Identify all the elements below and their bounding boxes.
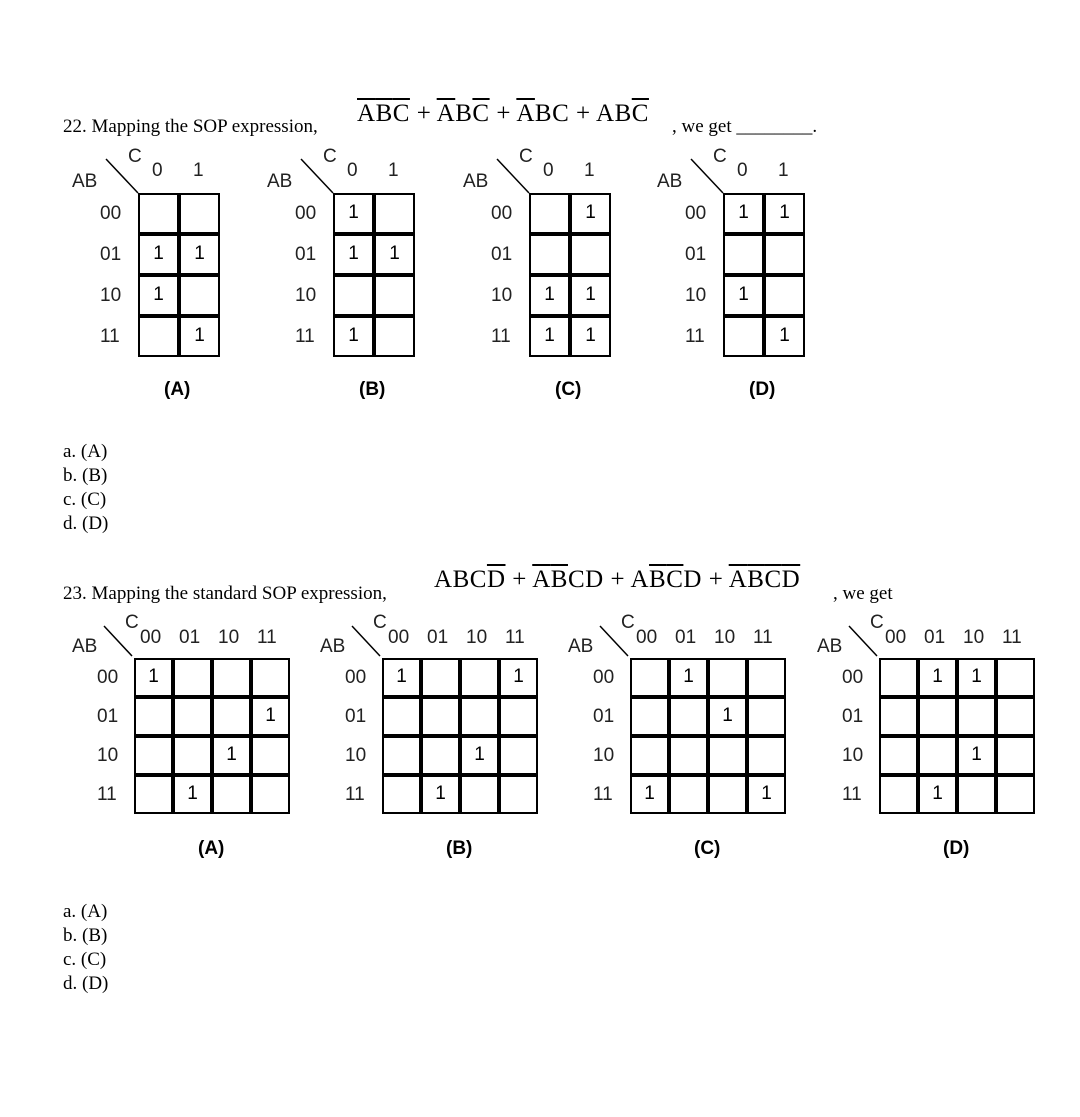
row-label: 10 bbox=[100, 285, 122, 306]
row-variable-label: AB bbox=[817, 636, 843, 657]
kmap-caption: (C) bbox=[694, 838, 721, 859]
kmap-corner-diagonal bbox=[102, 622, 142, 662]
row-label: 10 bbox=[97, 745, 119, 766]
kmap-corner-diagonal bbox=[104, 155, 144, 195]
column-label: 11 bbox=[1002, 627, 1022, 648]
q22-expr-term-3 bbox=[516, 100, 569, 127]
q23-expr-plus-sign: + bbox=[603, 566, 631, 593]
row-label: 10 bbox=[842, 745, 864, 766]
column-label: 01 bbox=[427, 627, 449, 648]
row-label: 11 bbox=[842, 784, 862, 805]
kmap-cell bbox=[421, 697, 460, 736]
row-variable-label: AB bbox=[72, 636, 98, 657]
kmap-cell: 1 bbox=[723, 275, 764, 316]
kmap-cell bbox=[382, 775, 421, 814]
row-label: 10 bbox=[491, 285, 513, 306]
row-label: 01 bbox=[593, 706, 615, 727]
row-label: 11 bbox=[345, 784, 365, 805]
q23-option-a[interactable]: a. (A) bbox=[63, 901, 108, 922]
kmap-cell: 1 bbox=[212, 736, 251, 775]
row-label: 11 bbox=[295, 326, 315, 347]
kmap-cell: 1 bbox=[333, 316, 374, 357]
kmap-cell bbox=[499, 736, 538, 775]
q23-expr-term-2 bbox=[532, 566, 604, 593]
column-variable-label: C bbox=[519, 146, 533, 167]
kmap-cell bbox=[630, 697, 669, 736]
kmap-cell bbox=[996, 775, 1035, 814]
q22-expression bbox=[357, 100, 649, 128]
q22-expr-term-1 bbox=[357, 100, 410, 127]
column-label: 10 bbox=[466, 627, 488, 648]
column-label: 11 bbox=[505, 627, 525, 648]
q23-expr-term-1 bbox=[434, 566, 506, 593]
kmap-cell: 1 bbox=[918, 658, 957, 697]
kmap-cell bbox=[374, 193, 415, 234]
row-variable-label: AB bbox=[320, 636, 346, 657]
row-label: 00 bbox=[685, 203, 707, 224]
kmap-cell bbox=[879, 775, 918, 814]
kmap-cell: 1 bbox=[374, 234, 415, 275]
kmap-cell: 1 bbox=[499, 658, 538, 697]
column-label: 10 bbox=[714, 627, 736, 648]
row-label: 00 bbox=[593, 667, 615, 688]
q22-options bbox=[63, 440, 108, 536]
kmap-cell: 1 bbox=[382, 658, 421, 697]
kmap-cell: 1 bbox=[957, 658, 996, 697]
kmap-cell bbox=[251, 775, 290, 814]
row-label: 01 bbox=[345, 706, 367, 727]
row-label: 00 bbox=[97, 667, 119, 688]
row-label: 11 bbox=[685, 326, 705, 347]
row-label: 00 bbox=[295, 203, 317, 224]
column-label: 0 bbox=[737, 160, 748, 181]
kmap-cell bbox=[957, 775, 996, 814]
column-label: 1 bbox=[584, 160, 595, 181]
kmap-cell bbox=[499, 697, 538, 736]
kmap-caption: (A) bbox=[198, 838, 225, 859]
q23-expr-literal: A bbox=[434, 566, 453, 593]
column-label: 1 bbox=[778, 160, 789, 181]
q22-expr-literal: $\overline{C}$ bbox=[472, 100, 490, 127]
kmap-cell bbox=[708, 775, 747, 814]
q22-expr-literal: B bbox=[534, 100, 553, 127]
kmap-cell: 1 bbox=[138, 234, 179, 275]
kmap-cell bbox=[179, 193, 220, 234]
column-label: 01 bbox=[179, 627, 201, 648]
kmap-cell: 1 bbox=[764, 193, 805, 234]
q23-question-tail: , we get bbox=[833, 583, 893, 604]
q23-expr-literal: B bbox=[452, 566, 470, 593]
q22-expr-term-4 bbox=[596, 100, 649, 127]
kmap-cell bbox=[460, 658, 499, 697]
kmap-cell bbox=[996, 658, 1035, 697]
kmap-cell bbox=[134, 697, 173, 736]
kmap-cell bbox=[879, 697, 918, 736]
q22-expr-literal: B bbox=[614, 100, 632, 127]
kmap-cell: 1 bbox=[179, 316, 220, 357]
q23-question-text: 23. Mapping the standard SOP expression, bbox=[63, 583, 387, 604]
q23-expr-literal: $\overline{D}$ bbox=[781, 566, 801, 593]
q22-question-text: 22. Mapping the SOP expression, bbox=[63, 116, 318, 137]
row-label: 00 bbox=[491, 203, 513, 224]
kmap-cell bbox=[669, 736, 708, 775]
kmap-cell bbox=[723, 234, 764, 275]
q23-expr-literal: $\overline{A}$ bbox=[728, 566, 748, 593]
kmap-cell: 1 bbox=[723, 193, 764, 234]
kmap-cell bbox=[529, 193, 570, 234]
kmap-cell: 1 bbox=[460, 736, 499, 775]
q23-expr-literal: D bbox=[585, 566, 604, 593]
column-label: 00 bbox=[636, 627, 658, 648]
column-label: 10 bbox=[963, 627, 985, 648]
column-variable-label: C bbox=[713, 146, 727, 167]
kmap-cell: 1 bbox=[529, 316, 570, 357]
row-label: 11 bbox=[491, 326, 511, 347]
kmap-cell bbox=[996, 736, 1035, 775]
column-label: 00 bbox=[140, 627, 162, 648]
column-label: 01 bbox=[675, 627, 697, 648]
kmap-corner-diagonal bbox=[299, 155, 339, 195]
kmap-cell bbox=[996, 697, 1035, 736]
q22-expr-literal: B bbox=[455, 100, 473, 127]
q22-expr-plus-sign: + bbox=[489, 100, 517, 127]
kmap-cell bbox=[251, 736, 290, 775]
kmap-cell: 1 bbox=[669, 658, 708, 697]
row-label: 00 bbox=[100, 203, 122, 224]
kmap-corner-diagonal bbox=[689, 155, 729, 195]
kmap-cell bbox=[212, 658, 251, 697]
row-label: 10 bbox=[685, 285, 707, 306]
row-variable-label: AB bbox=[72, 171, 98, 192]
kmap-cell: 1 bbox=[747, 775, 786, 814]
kmap-cell bbox=[382, 736, 421, 775]
kmap-cell bbox=[333, 275, 374, 316]
kmap-cell bbox=[374, 275, 415, 316]
kmap-cell bbox=[173, 658, 212, 697]
kmap-cell: 1 bbox=[630, 775, 669, 814]
kmap-cell bbox=[134, 775, 173, 814]
q23-expr-literal: D bbox=[683, 566, 702, 593]
q22-expr-literal: $\overline{C}$ bbox=[631, 100, 649, 127]
q23-expr-literal: A bbox=[630, 566, 650, 593]
row-label: 10 bbox=[593, 745, 615, 766]
kmap-cell bbox=[747, 736, 786, 775]
column-variable-label: C bbox=[125, 612, 139, 633]
row-label: 10 bbox=[345, 745, 367, 766]
kmap-cell bbox=[669, 697, 708, 736]
row-label: 01 bbox=[100, 244, 122, 265]
kmap-cell bbox=[421, 736, 460, 775]
row-label: 10 bbox=[295, 285, 317, 306]
kmap-cell bbox=[764, 234, 805, 275]
row-label: 01 bbox=[97, 706, 119, 727]
column-label: 0 bbox=[347, 160, 358, 181]
kmap-corner-diagonal bbox=[495, 155, 535, 195]
q22-option-a[interactable]: a. (A) bbox=[63, 441, 108, 462]
kmap-cell: 1 bbox=[570, 275, 611, 316]
q23-options bbox=[63, 900, 108, 996]
kmap-cell bbox=[570, 234, 611, 275]
column-label: 11 bbox=[257, 627, 277, 648]
kmap-caption: (B) bbox=[359, 379, 386, 400]
q23-option-d[interactable]: d. (D) bbox=[63, 973, 109, 994]
q23-expr-plus-sign: + bbox=[701, 566, 729, 593]
q22-expr-literal: $\overline{C}$ bbox=[392, 100, 410, 127]
q23-expr-term-3 bbox=[630, 566, 702, 593]
q22-expr-literal: A bbox=[596, 100, 615, 127]
column-label: 1 bbox=[193, 160, 204, 181]
q23-option-c[interactable]: c. (C) bbox=[63, 949, 107, 970]
kmap-caption: (D) bbox=[943, 838, 970, 859]
kmap-cell bbox=[957, 697, 996, 736]
kmap-cell bbox=[173, 736, 212, 775]
kmap-cell bbox=[630, 736, 669, 775]
q22-expr-literal: $\overline{A}$ bbox=[436, 100, 456, 127]
kmap-cell: 1 bbox=[251, 697, 290, 736]
kmap-cell bbox=[669, 775, 708, 814]
kmap-caption: (B) bbox=[446, 838, 473, 859]
q23-expr-literal: $\overline{B}$ bbox=[649, 566, 667, 593]
column-variable-label: C bbox=[870, 612, 884, 633]
q23-expr-literal: C bbox=[567, 566, 586, 593]
kmap-cell: 1 bbox=[134, 658, 173, 697]
q22-expr-term-2 bbox=[437, 100, 490, 127]
kmap-caption: (D) bbox=[749, 379, 776, 400]
kmap-corner-diagonal bbox=[350, 622, 390, 662]
kmap-cell bbox=[138, 193, 179, 234]
kmap-caption: (C) bbox=[555, 379, 582, 400]
q22-expr-literal: C bbox=[552, 100, 570, 127]
column-label: 1 bbox=[388, 160, 399, 181]
kmap-cell bbox=[460, 775, 499, 814]
kmap-cell: 1 bbox=[529, 275, 570, 316]
kmap-cell bbox=[382, 697, 421, 736]
q22-expr-plus-sign: + bbox=[409, 100, 437, 127]
q23-expr-literal: $\overline{A}$ bbox=[532, 566, 551, 593]
row-label: 00 bbox=[842, 667, 864, 688]
row-label: 01 bbox=[295, 244, 317, 265]
kmap-caption: (A) bbox=[164, 379, 191, 400]
column-variable-label: C bbox=[128, 146, 142, 167]
kmap-cell bbox=[918, 697, 957, 736]
kmap-cell: 1 bbox=[708, 697, 747, 736]
kmap-cell bbox=[251, 658, 290, 697]
q23-option-b[interactable]: b. (B) bbox=[63, 925, 108, 946]
kmap-corner-diagonal bbox=[598, 622, 638, 662]
q23-expr-literal: $\overline{B}$ bbox=[550, 566, 568, 593]
row-label: 01 bbox=[685, 244, 707, 265]
kmap-cell bbox=[747, 658, 786, 697]
kmap-cell bbox=[708, 658, 747, 697]
kmap-cell bbox=[138, 316, 179, 357]
q22-expr-plus-sign: + bbox=[569, 100, 597, 127]
q23-expr-literal: C bbox=[469, 566, 487, 593]
q23-expr-literal: $\overline{C}$ bbox=[666, 566, 684, 593]
q23-expr-literal: $\overline{B}$ bbox=[747, 566, 765, 593]
column-label: 0 bbox=[152, 160, 163, 181]
kmap-cell bbox=[212, 775, 251, 814]
kmap-corner-diagonal bbox=[847, 622, 887, 662]
kmap-cell: 1 bbox=[570, 316, 611, 357]
kmap-cell bbox=[764, 275, 805, 316]
kmap-cell: 1 bbox=[333, 234, 374, 275]
row-label: 01 bbox=[491, 244, 513, 265]
kmap-cell: 1 bbox=[421, 775, 460, 814]
kmap-cell bbox=[421, 658, 460, 697]
column-label: 01 bbox=[924, 627, 946, 648]
kmap-cell: 1 bbox=[957, 736, 996, 775]
column-variable-label: C bbox=[323, 146, 337, 167]
row-variable-label: AB bbox=[657, 171, 683, 192]
q23-expr-literal: $\overline{D}$ bbox=[486, 566, 506, 593]
row-variable-label: AB bbox=[463, 171, 489, 192]
q22-option-b[interactable]: b. (B) bbox=[63, 465, 108, 486]
q23-expr-term-4 bbox=[729, 566, 801, 593]
column-label: 00 bbox=[885, 627, 907, 648]
kmap-cell bbox=[879, 736, 918, 775]
q23-expr-literal: $\overline{C}$ bbox=[764, 566, 782, 593]
kmap-cell bbox=[179, 275, 220, 316]
row-variable-label: AB bbox=[568, 636, 594, 657]
row-label: 11 bbox=[593, 784, 613, 805]
q22-expr-literal: $\overline{A}$ bbox=[516, 100, 535, 127]
kmap-cell bbox=[460, 697, 499, 736]
q22-option-d[interactable]: d. (D) bbox=[63, 513, 109, 534]
q22-expr-literal: $\overline{A}$ bbox=[357, 100, 376, 127]
kmap-cell bbox=[173, 697, 212, 736]
kmap-cell: 1 bbox=[333, 193, 374, 234]
column-label: 10 bbox=[218, 627, 240, 648]
kmap-cell bbox=[918, 736, 957, 775]
q22-option-c[interactable]: c. (C) bbox=[63, 489, 107, 510]
kmap-cell bbox=[747, 697, 786, 736]
kmap-cell: 1 bbox=[173, 775, 212, 814]
kmap-cell bbox=[879, 658, 918, 697]
column-label: 0 bbox=[543, 160, 554, 181]
row-label: 11 bbox=[97, 784, 117, 805]
kmap-cell bbox=[499, 775, 538, 814]
kmap-cell: 1 bbox=[570, 193, 611, 234]
kmap-cell bbox=[374, 316, 415, 357]
kmap-cell: 1 bbox=[138, 275, 179, 316]
kmap-cell: 1 bbox=[764, 316, 805, 357]
kmap-cell bbox=[708, 736, 747, 775]
kmap-cell: 1 bbox=[179, 234, 220, 275]
row-variable-label: AB bbox=[267, 171, 293, 192]
kmap-cell: 1 bbox=[918, 775, 957, 814]
row-label: 11 bbox=[100, 326, 120, 347]
kmap-cell bbox=[723, 316, 764, 357]
q23-expression bbox=[434, 566, 800, 594]
kmap-cell bbox=[529, 234, 570, 275]
row-label: 01 bbox=[842, 706, 864, 727]
kmap-cell bbox=[630, 658, 669, 697]
row-label: 00 bbox=[345, 667, 367, 688]
q22-question-tail: , we get ________. bbox=[672, 116, 818, 137]
column-label: 00 bbox=[388, 627, 410, 648]
column-variable-label: C bbox=[373, 612, 387, 633]
kmap-cell bbox=[212, 697, 251, 736]
kmap-cell bbox=[134, 736, 173, 775]
column-variable-label: C bbox=[621, 612, 635, 633]
q22-expr-literal: $\overline{B}$ bbox=[375, 100, 393, 127]
column-label: 11 bbox=[753, 627, 773, 648]
q23-expr-plus-sign: + bbox=[505, 566, 533, 593]
